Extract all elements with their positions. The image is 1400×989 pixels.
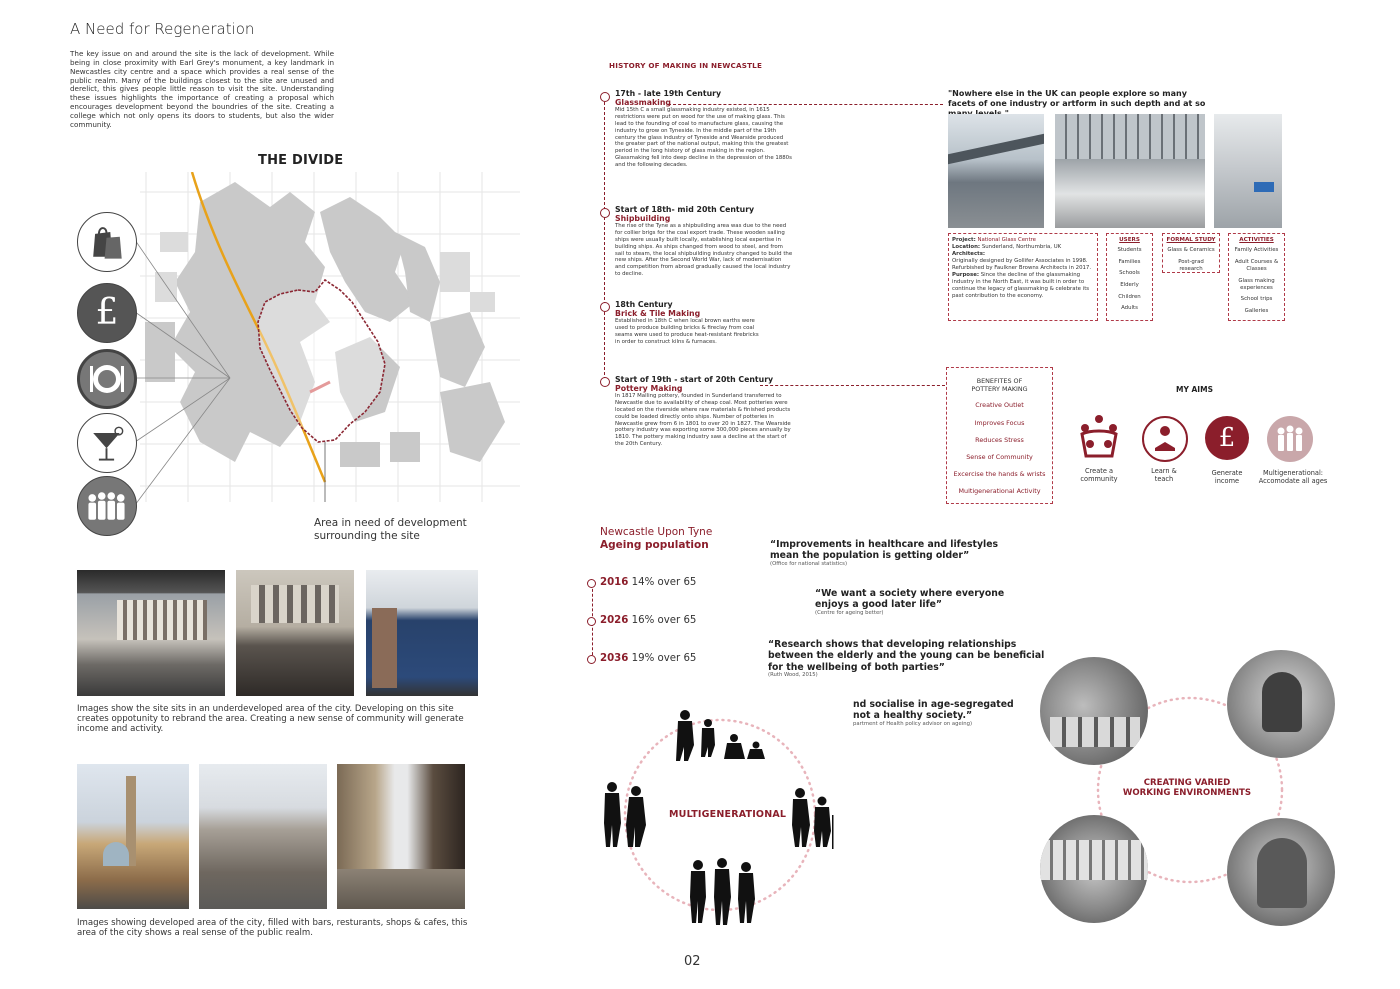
underdeveloped-photo-2: [236, 570, 354, 696]
quote-line: “Improvements in healthcare and lifestyles: [770, 539, 999, 550]
aim-label: Create a: [1084, 467, 1114, 475]
users-heading: USERS: [1119, 237, 1140, 243]
benefit-item: Excercise the hands & wrists: [953, 470, 1046, 479]
aims-heading: MY AIMS: [1176, 385, 1213, 394]
project-info-box: [948, 233, 1098, 321]
benefit-item: Sense of Community: [966, 452, 1033, 461]
activities-item: Glass making experiences: [1238, 277, 1275, 291]
stat-2016: [600, 577, 696, 588]
benefit-item: Improves Focus: [974, 418, 1025, 427]
quote-source: (Centre for ageing better): [815, 609, 884, 616]
stat-text: 14% over 65: [631, 577, 697, 588]
stat-2026: [600, 615, 696, 626]
workshop-photo-4: [1227, 818, 1335, 926]
timeline-dot: [600, 302, 610, 312]
aim-learn: [1137, 468, 1191, 483]
dining-icon: [77, 349, 137, 409]
glass-centre-quote: "Nowhere else in the UK can people explore so many facets of one industry or artform in such depth and at so: [948, 89, 1206, 108]
architects-label: Architects:: [952, 251, 986, 258]
project-value: National Glass Centre: [977, 237, 1036, 243]
activities-item: Galleries: [1244, 307, 1269, 314]
era-body: In 1817 Malling pottery, founded in Sunderland transferred to Newcastle due to availability of cheap coal. Most potteries were located on the riverside where raw materials & finished products could be loaded directly onto ships. Number of potteries in Newcastle grew from 6 in 1801 to over 20 in 1827. The Wearside pottery industry was exporting some 300,000 pieces annually by 1810. The pottery making industry saw a decline at the start of the 20th Century.: [615, 393, 791, 448]
timeline-dot: [587, 617, 596, 626]
community-icon: [1076, 412, 1122, 458]
aim-label: teach: [1154, 474, 1174, 483]
history-brick: [615, 301, 765, 346]
stat-text: 16% over 65: [631, 615, 697, 626]
stat-year: 2036: [600, 653, 629, 664]
stat-year: 2016: [600, 577, 629, 588]
stat-year: 2026: [600, 615, 629, 626]
area-caption-line1: Area in need of development: [314, 517, 467, 529]
users-item: Children: [1118, 293, 1141, 300]
quote-later-life: [815, 588, 1004, 616]
working-env-line: CREATING VARIED: [1143, 778, 1231, 788]
people-icon: [77, 476, 137, 536]
activities-item: Family Activities: [1234, 247, 1279, 254]
glass-centre-photo-3: [1214, 114, 1282, 228]
area-caption-line2: surrounding the site: [314, 530, 420, 543]
aim-label: community: [1080, 474, 1118, 483]
pottery-connector: [760, 385, 945, 386]
era-type: Shipbuilding: [615, 213, 671, 223]
quote-line: not a healthy society.”: [853, 710, 973, 722]
history-glassmaking: [615, 90, 793, 169]
children-silhouette-icon: [676, 710, 765, 761]
history-pottery: [615, 376, 793, 448]
glass-centre-photo-2: [1055, 114, 1205, 228]
quote-line: nd socialise in age-segregated: [853, 699, 1014, 710]
developed-photo-2: [199, 764, 327, 909]
formal-study-item: Post-grad research: [1178, 258, 1204, 272]
quote-line: between the elderly and the young can be beneficial: [768, 650, 1045, 662]
purpose-label: Purpose:: [952, 272, 980, 279]
users-item: Adults: [1121, 305, 1138, 312]
ageing-location: Newcastle Upon Tyne: [600, 526, 713, 538]
stat-text: 19% over 65: [631, 653, 697, 664]
quote-relationships: [768, 639, 1044, 679]
quote-source: (Ruth Wood, 2015): [768, 671, 818, 678]
era-date: Start of 18th- mid 20th Century: [615, 205, 755, 214]
era-type: Glassmaking: [615, 97, 671, 107]
benefits-heading-1: BENEFITES OF: [976, 377, 1023, 385]
era-date: 18th Century: [615, 300, 673, 309]
aim-community: [1072, 468, 1126, 483]
aim-label: Accomodate all ages: [1258, 476, 1328, 485]
users-item: Elderly: [1120, 282, 1139, 289]
aim-label: Learn &: [1151, 467, 1177, 475]
purpose-value: Since the decline of the glassmaking industry in the North East, it was built in order to continue the legacy of glassmaking & celebrate its past contribution to the economy.: [952, 272, 1090, 300]
teens-silhouette-icon: [690, 858, 755, 925]
formal-study-heading: FORMAL STUDY: [1166, 237, 1216, 243]
income-pound-icon: £: [1205, 416, 1249, 460]
quote-healthcare: [770, 539, 998, 567]
era-date: Start of 19th - start of 20th Century: [615, 375, 774, 384]
architects-value: Originally designed by Gollifer Associates in 1998. Refurbished by Faulkner Browns Architects in 2017.: [952, 258, 1092, 272]
era-body: The rise of the Tyne as a shipbuilding area was due to the need for collier brigs for the coal export trade. These wooden sailing ships were usually built locally, establishing local expertise in building ships. As ships changed from wood to steel, and from sail to steam, the local shipbuilding industry changed to build the new ships. After the Second World War, lack of modernisation and competition from abroad gradually caused the local industry to decline.: [615, 223, 793, 278]
aim-label: Generate: [1211, 469, 1243, 477]
formal-study-box: [1162, 233, 1220, 273]
shopping-bags-icon: [77, 212, 137, 272]
users-item: Schools: [1119, 270, 1140, 277]
workshop-photo-2: [1227, 650, 1335, 758]
benefit-item: Multigenerational Activity: [958, 487, 1041, 496]
aim-label: income: [1214, 476, 1240, 485]
era-type: Pottery Making: [615, 383, 683, 393]
page-title: A Need for Regeneration: [70, 20, 255, 38]
intro-paragraph: The key issue on and around the site is the lack of development. While being in close proximity with Earl Grey's monument, a key landmark in Newcastles city centre and a space which provides a real sense of the public realm. Many of the buildings closest to the site are unused and derelict, this gives people little reason to visit the site. Understanding these issues highlights the importance of creating a proposal which encourages development beyond the boundries of the site. Creating a college which not only opens its doors to students, but also the wider community.: [70, 49, 334, 129]
underdeveloped-caption: Images show the site sits in an underdeveloped area of the city. Developing on this site creates oppotunity to rebrand the area. Creating a new sense of community will generate income and activity.: [77, 704, 464, 735]
benefits-heading-2: POTTERY MAKING: [971, 384, 1028, 393]
learn-icon: [1142, 416, 1188, 462]
aim-label: Multigenerational:: [1262, 469, 1324, 477]
underdeveloped-photo-3: [366, 570, 478, 696]
project-label: Project:: [952, 237, 976, 243]
era-date: 17th - late 19th Century: [615, 89, 722, 98]
developed-photo-1: [77, 764, 189, 909]
location-value: Sunderland, Northumbria, UK: [981, 244, 1062, 251]
underdeveloped-photo-1: [77, 570, 225, 696]
quote-age-segregated: [853, 699, 1014, 727]
activities-box: [1228, 233, 1285, 321]
area-caption: [314, 517, 467, 543]
working-env-label: [1112, 778, 1262, 798]
page-number: 02: [684, 954, 701, 969]
quote-line: “We want a society where everyone: [815, 588, 1005, 599]
quote-line: mean the population is getting older”: [770, 550, 970, 562]
activities-item: School trips: [1240, 296, 1273, 303]
developed-photo-3: [337, 764, 465, 909]
timeline-dot: [587, 655, 596, 664]
users-item: Students: [1117, 247, 1142, 254]
cocktail-icon: [77, 413, 137, 473]
era-body: Established in 18th C when local brown earths were used to produce building bricks & fireclay from coal seams were used to produce heat-resistant firebricks in order to construct kilns & furnaces.: [615, 318, 759, 345]
aim-multigenerational: [1252, 470, 1334, 485]
timeline-dot: [600, 208, 610, 218]
activities-item: Adult Courses & Classes: [1234, 258, 1279, 272]
ageing-heading: Ageing population: [600, 539, 709, 551]
developed-caption: Images showing developed area of the city, filled with bars, resturants, shops & cafes, this area of the city shows a real sense of the public realm.: [77, 918, 468, 939]
adults-silhouette-icon: [604, 782, 646, 847]
timeline-dot: [587, 579, 596, 588]
era-body: Mid 15th C a small glassmaking industry existed, in 1615 restrictions were put on wood for the use of making glass. This lead to the founding of coal to manufacture glass, causing the industry to grow on Tyneside. In the middle part of the 19th century the glass industry of Tyneside and Wearside produced the greater part of the national output, making this the greatest period in the long history of glass making in the region. Glassmaking fell into deep decline in the depression of the 1880s and the following decades.: [615, 107, 792, 169]
quote-source: partment of Health policy advisor on ageing): [853, 720, 973, 727]
working-env-line: WORKING ENVIRONMENTS: [1122, 788, 1252, 799]
multigenerational-label: MULTIGENERATIONAL: [669, 809, 787, 820]
glass-centre-photo-1: [948, 114, 1044, 228]
divide-heading: THE DIVIDE: [258, 153, 344, 168]
timeline-line: [604, 97, 605, 385]
family-icon: [1267, 416, 1313, 462]
location-label: Location:: [952, 244, 981, 251]
era-type: Brick & Tile Making: [615, 308, 701, 318]
formal-study-item: Glass & Ceramics: [1167, 247, 1215, 254]
users-box: [1106, 233, 1153, 321]
benefit-item: Reduces Stress: [975, 435, 1024, 444]
activities-heading: ACTIVITIES: [1239, 237, 1274, 243]
glass-connector: [668, 104, 943, 105]
quote-line: for the wellbeing of both parties”: [768, 661, 945, 673]
workshop-photo-3: [1040, 815, 1148, 923]
quote-source: (Office for national statistics): [770, 560, 848, 567]
pound-icon: £: [77, 283, 137, 343]
aim-income: [1200, 470, 1254, 485]
timeline-dot: [600, 377, 610, 387]
history-shipbuilding: [615, 206, 793, 278]
history-heading: HISTORY OF MAKING IN NEWCASTLE: [609, 61, 763, 70]
quote-line: “Research shows that developing relationships: [768, 639, 1017, 650]
benefit-item: Creative Outlet: [975, 401, 1024, 410]
workshop-photo-1: [1040, 657, 1148, 765]
users-item: Families: [1118, 258, 1141, 265]
stat-2036: [600, 653, 696, 664]
timeline-dot: [600, 92, 610, 102]
benefits-box: [946, 367, 1053, 504]
quote-line: enjoys a good later life”: [815, 599, 943, 611]
